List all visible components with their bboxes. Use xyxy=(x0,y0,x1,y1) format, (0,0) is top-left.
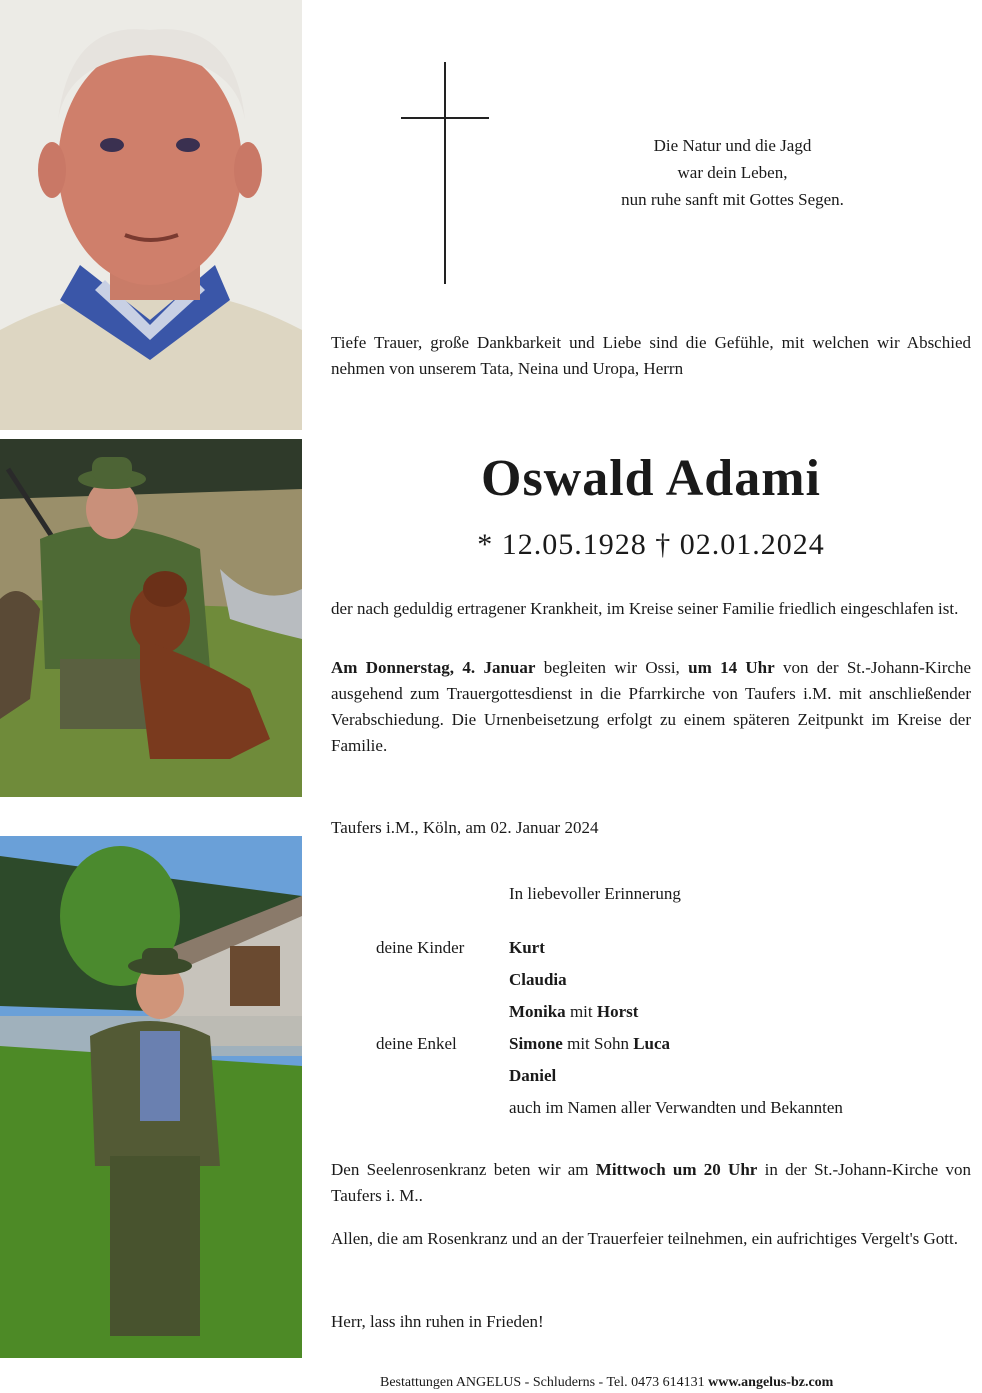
relatives-text: auch im Namen aller Verwandten und Bekannten xyxy=(509,1098,843,1117)
grandchild-name: Simone xyxy=(509,1034,563,1053)
footer-text: Bestattungen ANGELUS - Schluderns - Tel. 0473 614131 xyxy=(380,1375,709,1390)
funeral-time: um 14 Uhr xyxy=(688,658,775,677)
closing-prayer: Herr, lass ihn ruhen in Frieden! xyxy=(331,1312,544,1331)
cross-icon xyxy=(401,62,489,284)
family-list xyxy=(331,935,971,1127)
family-row xyxy=(331,935,971,967)
funeral-text-1: begleiten wir Ossi, xyxy=(535,658,689,677)
grandchildren-label: deine Enkel xyxy=(376,1034,457,1053)
funeral-text-2: von der St.-Johann-Kirche ausgehend zum Trauergottesdienst in die Pfarrkirche von Taufers i.M. mit anschließender Verabschiedung. Die Urnenbeisetzung erfolgt zu einem späteren Zeitpunkt im Kreise der Familie. xyxy=(331,658,971,755)
thanks-text: Allen, die am Rosenkranz und an der Trauerfeier teilnehmen, ein aufrichtiges Vergelt's Gott. xyxy=(331,1229,959,1248)
child-name: Kurt xyxy=(509,938,545,957)
great-grandchild-name: Luca xyxy=(633,1034,671,1053)
rosary-time: Mittwoch um 20 Uhr xyxy=(595,1160,758,1179)
connector-text: mit Sohn xyxy=(562,1034,634,1053)
rosary-text-1: Den Seelenrosenkranz beten wir am xyxy=(331,1160,596,1179)
child-name: Claudia xyxy=(509,970,567,989)
rosary-details xyxy=(331,1157,971,1209)
rosary-text-2: in der St.-Johann-Kirche von Taufers i. M.. xyxy=(331,1160,971,1205)
footer-website: www.angelus-bz.com xyxy=(708,1375,834,1390)
passing-text: der nach geduldig ertragener Krankheit, im Kreise seiner Familie friedlich eingeschlafen ist. xyxy=(331,599,959,618)
portrait-photo xyxy=(0,0,302,430)
family-row xyxy=(331,1031,971,1063)
family-row xyxy=(331,1095,971,1127)
family-row xyxy=(331,999,971,1031)
connector-text: mit xyxy=(565,1002,597,1021)
deceased-name: Oswald Adami xyxy=(481,450,821,507)
footer xyxy=(380,1374,833,1392)
partner-name: Horst xyxy=(596,1002,639,1021)
quote-line-3: nun ruhe sanft mit Gottes Segen. xyxy=(621,190,844,209)
family-row xyxy=(331,967,971,999)
grandchild-with-son xyxy=(509,1031,670,1057)
memory-heading: In liebevoller Erinnerung xyxy=(509,884,681,903)
memorial-quote xyxy=(560,132,905,213)
man-in-garden-photo xyxy=(0,836,302,1358)
funeral-date: Am Donnerstag, 4. Januar xyxy=(331,658,536,677)
child-name: Monika xyxy=(509,1002,566,1021)
funeral-details xyxy=(331,655,971,759)
hunter-with-dog-photo xyxy=(0,439,302,797)
life-dates: * 12.05.1928 † 02.01.2024 xyxy=(477,528,825,561)
family-row xyxy=(331,1063,971,1095)
place-and-date: Taufers i.M., Köln, am 02. Januar 2024 xyxy=(331,818,599,837)
children-label: deine Kinder xyxy=(376,938,465,957)
child-with-partner xyxy=(509,999,638,1025)
grandchild-name: Daniel xyxy=(509,1066,557,1085)
quote-line-2: war dein Leben, xyxy=(677,163,788,182)
intro-text: Tiefe Trauer, große Dankbarkeit und Liebe sind die Gefühle, mit welchen wir Abschied nehmen von unserem Tata, Neina und Uropa, Herrn xyxy=(331,333,971,378)
quote-line-1: Die Natur und die Jagd xyxy=(653,136,812,155)
